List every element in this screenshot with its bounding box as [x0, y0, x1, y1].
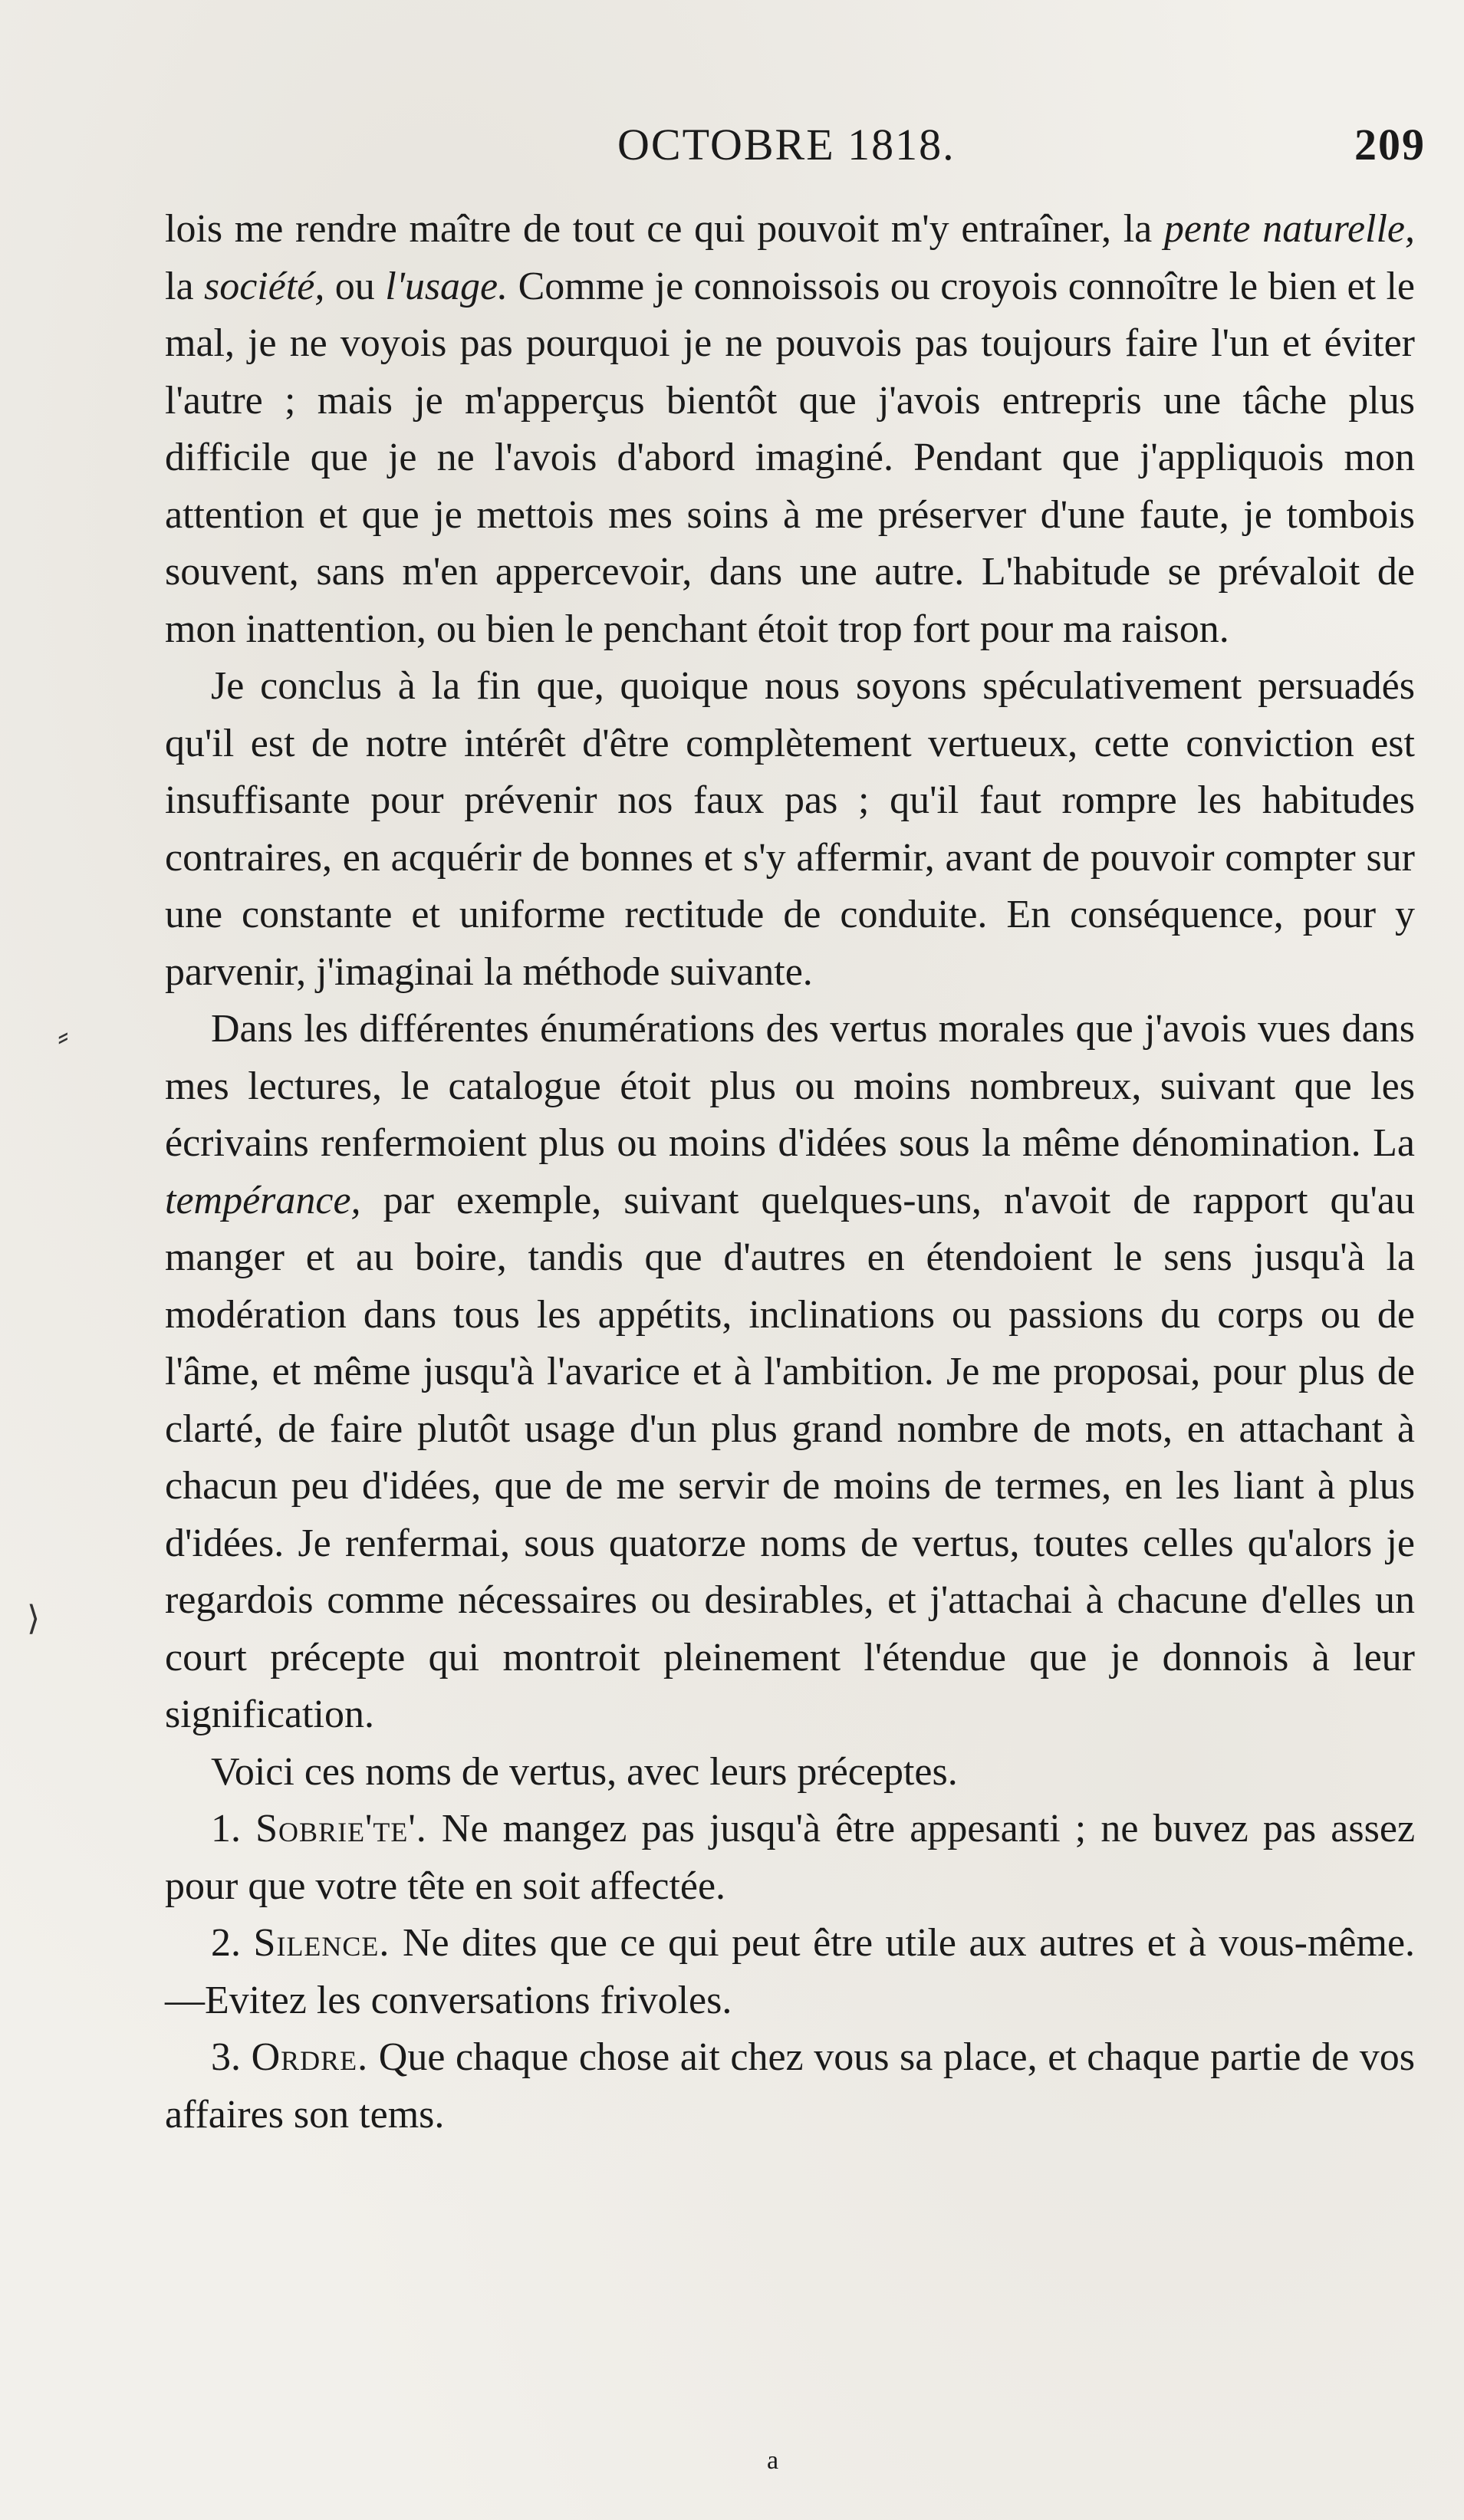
text-run: Dans les différentes énumérations des vertus morales que j'avois vues dans mes lectures, le catalogue étoit plus ou moins nombreux, suivant que les écrivains renfermoient plus ou moins d'idées sous la même dénomination. La [165, 1007, 1415, 1165]
text-run: la [165, 264, 204, 308]
virtue-name: Sobrie'te'. [255, 1807, 427, 1851]
virtue-entry [165, 1801, 1415, 1915]
text-run: lois me rendre maître de tout ce qui pouvoit m'y entraîner, la [165, 207, 1164, 251]
virtue-entry [165, 1915, 1415, 2029]
virtue-precept: Ne dites que ce qui peut être utile aux autres et à vous-même.—Evitez les conversations frivoles. [165, 1921, 1416, 2022]
margin-mark: ⟩ [27, 1600, 41, 1637]
body-text [165, 201, 1415, 2143]
paragraph [165, 1744, 1415, 1801]
page-number: 209 [1354, 120, 1426, 169]
signature-mark: a [767, 2446, 779, 2475]
running-title: OCTOBRE 1818. [617, 120, 956, 169]
virtue-number: 2. [211, 1921, 241, 1965]
text-run: Je conclus à la fin que, quoique nous soyons spéculativement persuadés qu'il est de notre intérêt d'être complètement vertueux, cette conviction est insuffisante pour prévenir nos faux pas ; qu'il faut rompre les habitudes contraires, en acquérir de bonnes et s'y affermir, avant de pouvoir compter sur une constante et uniforme rectitude de conduite. En conséquence, pour y parvenir, j'imaginai la méthode suivante. [165, 664, 1415, 994]
margin-mark: ⸗ [58, 1017, 69, 1054]
italic-run: l'usage. [385, 264, 508, 308]
virtue-precept: Ne mangez pas jusqu'à être appesanti ; ne buvez pas assez pour que votre tête en soit affectée. [165, 1807, 1416, 1908]
virtue-number: 3. [211, 2035, 241, 2079]
virtue-entry [165, 2029, 1415, 2143]
text-run: ou [324, 264, 386, 308]
paragraph [165, 658, 1415, 1001]
virtue-precept: Que chaque chose ait chez vous sa place, et chaque partie de vos affaires son tems. [165, 2035, 1416, 2137]
paragraph [165, 201, 1415, 658]
text-run: Comme je connoissois ou croyois connoître le bien et le mal, je ne voyois pas pourquoi je ne pouvois pas toujours faire l'un et éviter l'autre ; mais je m'apperçus bientôt que j'avois entrepris une tâche plus difficile que je ne l'avois d'abord imaginé. Pendant que j'appliquois mon attention et que je mettois mes soins à me préserver d'une faute, je tombois souvent, sans m'en appercevoir, dans une autre. L'habitude se prévaloit de mon inattention, ou bien le penchant étoit trop fort pour ma raison. [165, 264, 1416, 651]
italic-run: société, [203, 264, 325, 308]
italic-run: pente naturelle, [1163, 207, 1415, 251]
text-run: Voici ces noms de vertus, avec leurs préceptes. [211, 1749, 958, 1794]
page-header [165, 119, 1426, 173]
virtue-number: 1. [211, 1807, 241, 1851]
virtue-name: Silence. [253, 1921, 390, 1965]
paragraph [165, 1001, 1415, 1744]
virtue-name: Ordre. [251, 2035, 369, 2079]
text-run: par exemple, suivant quelques-uns, n'avoit de rapport qu'au manger et au boire, tandis que d'autres en étendoient le sens jusqu'à la modération dans tous les appétits, inclinations ou passions du corps ou de l'âme, et même jusqu'à l'avarice et à l'ambition. Je me proposai, pour plus de clarté, de faire plutôt usage d'un plus grand nombre de mots, en attachant à chacun peu d'idées, que de me servir de moins de termes, en les liant à plus d'idées. Je renfermai, sous quatorze noms de vertus, toutes celles qu'alors je regardois comme nécessaires ou desirables, et j'attachai à chacune d'elles un court précepte qui montroit pleinement l'étendue que je donnois à leur signification. [165, 1178, 1415, 1736]
italic-run: tempérance, [165, 1178, 361, 1222]
